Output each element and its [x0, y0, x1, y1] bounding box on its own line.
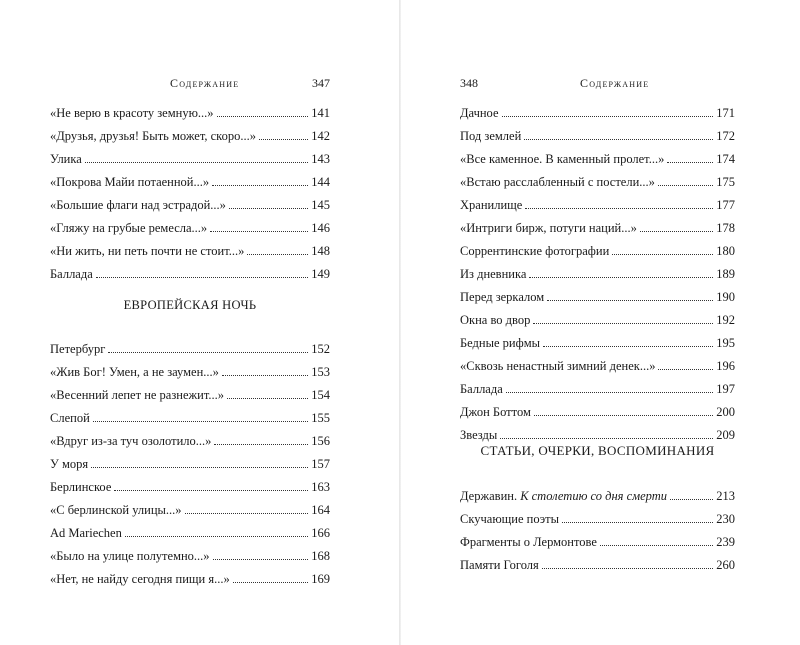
toc-entry-page: 190	[716, 290, 735, 304]
toc-entry-page: 157	[311, 457, 330, 471]
toc-entry-subtitle: К столетию со дня смерти	[520, 489, 668, 503]
toc-entry-page: 213	[716, 489, 735, 503]
leader-dots	[547, 300, 713, 301]
leader-dots	[658, 185, 713, 186]
toc-entry-title: Баллада	[460, 382, 503, 396]
toc-entry	[50, 104, 330, 122]
leader-dots	[114, 490, 308, 491]
toc-entry-title: «Было на улице полутемно...»	[50, 549, 210, 563]
toc-entry-title: «Жив Бог! Умен, а не заумен...»	[50, 365, 219, 379]
leader-dots	[506, 392, 713, 393]
toc-entry-page: 230	[716, 512, 735, 526]
leader-dots	[524, 139, 713, 140]
toc-entry-title: Берлинское	[50, 480, 112, 494]
toc-entry-page: 178	[716, 221, 735, 235]
leader-dots	[562, 522, 713, 523]
toc-entry-page: 164	[311, 503, 330, 517]
toc-entry	[460, 556, 735, 574]
leader-dots	[214, 444, 308, 445]
toc-entry-page: 153	[311, 365, 330, 379]
toc-entry	[50, 547, 330, 565]
leader-dots	[670, 499, 713, 500]
toc-entry-page: 155	[311, 411, 330, 425]
toc-entry-page: 168	[311, 549, 330, 563]
right-page	[401, 0, 800, 645]
toc-entry-page: 180	[716, 244, 735, 258]
toc-entry-page: 200	[716, 405, 735, 419]
toc-entry-title: Скучающие поэты	[460, 512, 559, 526]
toc-entry-page: 209	[716, 428, 735, 442]
leader-dots	[210, 231, 308, 232]
toc-entry-title: Хранилище	[460, 198, 523, 212]
toc-entry-page: 177	[716, 198, 735, 212]
toc-entry-page: 146	[311, 221, 330, 235]
toc-entry-title: Ad Mariechen	[50, 526, 122, 540]
leader-dots	[667, 162, 713, 163]
leader-dots	[600, 545, 713, 546]
toc-entry-page: 149	[311, 267, 330, 281]
toc-entry-title: «Интриги бирж, потуги наций...»	[460, 221, 637, 235]
toc-entry-page: 145	[311, 198, 330, 212]
leader-dots	[542, 568, 713, 569]
toc-entry-title: «Не верю в красоту земную...»	[50, 106, 214, 120]
leader-dots	[222, 375, 308, 376]
toc-entry-page: 141	[311, 106, 330, 120]
toc-entry	[460, 426, 735, 444]
toc-entry	[460, 510, 735, 528]
toc-entry	[460, 487, 735, 505]
toc-entry-title: Из дневника	[460, 267, 527, 281]
leader-dots	[525, 208, 713, 209]
left-running-head	[170, 76, 330, 92]
toc-entry	[50, 173, 330, 191]
toc-entry	[50, 524, 330, 542]
toc-entry-page: 144	[311, 175, 330, 189]
toc-entry	[460, 357, 735, 375]
toc-entry-title: «Все каменное. В каменный пролет...»	[460, 152, 665, 166]
toc-entry	[50, 455, 330, 473]
toc-entry-title: Бедные рифмы	[460, 336, 541, 350]
leader-dots	[125, 536, 308, 537]
leader-dots	[108, 352, 308, 353]
toc-entry-title: «Друзья, друзья! Быть может, скоро...»	[50, 129, 256, 143]
leader-dots	[233, 582, 309, 583]
toc-entry	[460, 265, 735, 283]
toc-entry-title: Джон Боттом	[460, 405, 531, 419]
toc-entry-title: Соррентинские фотографии	[460, 244, 610, 258]
toc-entry-title: Под землей	[460, 129, 522, 143]
leader-dots	[85, 162, 308, 163]
leader-dots	[658, 369, 713, 370]
toc-entry-page: 143	[311, 152, 330, 166]
toc-entry	[460, 150, 735, 168]
toc-entry	[460, 311, 735, 329]
toc-entry-page: 197	[716, 382, 735, 396]
toc-entry	[460, 533, 735, 551]
page-number: 347	[312, 76, 330, 90]
leader-dots	[533, 323, 713, 324]
toc-entry-title: «С берлинской улицы...»	[50, 503, 182, 517]
toc-entry-page: 142	[311, 129, 330, 143]
leader-dots	[500, 438, 713, 439]
toc-entry-title: Петербург	[50, 342, 106, 356]
leader-dots	[534, 415, 713, 416]
toc-entry	[50, 265, 330, 283]
leader-dots	[217, 116, 309, 117]
toc-entry-title: «Ни жить, ни петь почти не стоит...»	[50, 244, 245, 258]
leader-dots	[91, 467, 308, 468]
leader-dots	[185, 513, 309, 514]
leader-dots	[259, 139, 308, 140]
toc-entry-page: 154	[311, 388, 330, 402]
toc-entry-page: 152	[311, 342, 330, 356]
toc-entry	[50, 478, 330, 496]
toc-entry-page: 260	[716, 558, 735, 572]
toc-entry	[50, 386, 330, 404]
toc-entry-page: 148	[311, 244, 330, 258]
section-title: СТАТЬИ, ОЧЕРКИ, ВОСПОМИНАНИЯ	[480, 443, 715, 458]
running-title: Содержание	[170, 76, 240, 90]
toc-entry	[50, 340, 330, 358]
toc-entry	[50, 363, 330, 381]
toc-entry-page: 196	[716, 359, 735, 373]
leader-dots	[213, 559, 309, 560]
toc-entry	[50, 409, 330, 427]
toc-entry	[50, 242, 330, 260]
toc-entry-page: 189	[716, 267, 735, 281]
toc-entry-title: «Весенний лепет не разнежит...»	[50, 388, 224, 402]
toc-entry-page: 166	[311, 526, 330, 540]
toc-entry	[460, 104, 735, 122]
leader-dots	[502, 116, 714, 117]
toc-entry-page: 171	[716, 106, 735, 120]
toc-entry	[50, 219, 330, 237]
leader-dots	[96, 277, 308, 278]
toc-entry-page: 192	[716, 313, 735, 327]
toc-entry-page: 156	[311, 434, 330, 448]
toc-entry	[50, 150, 330, 168]
toc-entry	[460, 242, 735, 260]
toc-entry	[460, 288, 735, 306]
toc-entry-title: Дачное	[460, 106, 499, 120]
toc-entry-page: 239	[716, 535, 735, 549]
toc-entry-title: Памяти Гоголя	[460, 558, 539, 572]
toc-entry-title: Звезды	[460, 428, 498, 442]
toc-entry-title: «Встаю расслабленный с постели...»	[460, 175, 655, 189]
toc-entry-title: «Нет, не найду сегодня пищи я...»	[50, 572, 230, 586]
toc-entry-title: Окна во двор	[460, 313, 531, 327]
toc-entry-title: Баллада	[50, 267, 93, 281]
toc-entry	[50, 432, 330, 450]
leader-dots	[640, 231, 713, 232]
running-title: Содержание	[580, 76, 650, 90]
leader-dots	[93, 421, 308, 422]
leader-dots	[612, 254, 713, 255]
leader-dots	[543, 346, 713, 347]
toc-entry-title: Фрагменты о Лермонтове	[460, 535, 597, 549]
toc-entry	[50, 127, 330, 145]
toc-entry	[50, 501, 330, 519]
toc-entry-title: Перед зеркалом	[460, 290, 545, 304]
toc-entry-page: 195	[716, 336, 735, 350]
leader-dots	[212, 185, 308, 186]
toc-entry-title	[460, 487, 667, 505]
toc-entry	[460, 173, 735, 191]
toc-entry-title: У моря	[50, 457, 89, 471]
leader-dots	[227, 398, 308, 399]
toc-entry-title: «Сквозь ненастный зимний денек...»	[460, 359, 656, 373]
toc-entry	[460, 127, 735, 145]
toc-entry-title: Слепой	[50, 411, 90, 425]
toc-entry	[50, 196, 330, 214]
toc-entry	[460, 380, 735, 398]
toc-entry-page: 169	[311, 572, 330, 586]
toc-entry-title: «Покрова Майи потаенной...»	[50, 175, 210, 189]
page-number: 348	[460, 76, 478, 90]
toc-entry-page: 174	[716, 152, 735, 166]
toc-entry-title: «Вдруг из-за туч озолотило...»	[50, 434, 212, 448]
toc-entry	[460, 196, 735, 214]
toc-entry-main: Державин.	[460, 489, 518, 503]
toc-entry	[460, 334, 735, 352]
toc-entry-page: 175	[716, 175, 735, 189]
toc-entry-page: 172	[716, 129, 735, 143]
leader-dots	[229, 208, 308, 209]
toc-entry	[460, 219, 735, 237]
left-page	[0, 0, 399, 645]
right-running-head	[460, 76, 650, 92]
toc-entry-page: 163	[311, 480, 330, 494]
leader-dots	[247, 254, 308, 255]
toc-entry	[460, 403, 735, 421]
section-title: ЕВРОПЕЙСКАЯ НОЧЬ	[123, 298, 257, 312]
toc-entry-title: «Большие флаги над эстрадой...»	[50, 198, 226, 212]
toc-entry	[50, 570, 330, 588]
leader-dots	[529, 277, 713, 278]
toc-entry-title: «Гляжу на грубые ремесла...»	[50, 221, 208, 235]
toc-entry-title: Улика	[50, 152, 82, 166]
